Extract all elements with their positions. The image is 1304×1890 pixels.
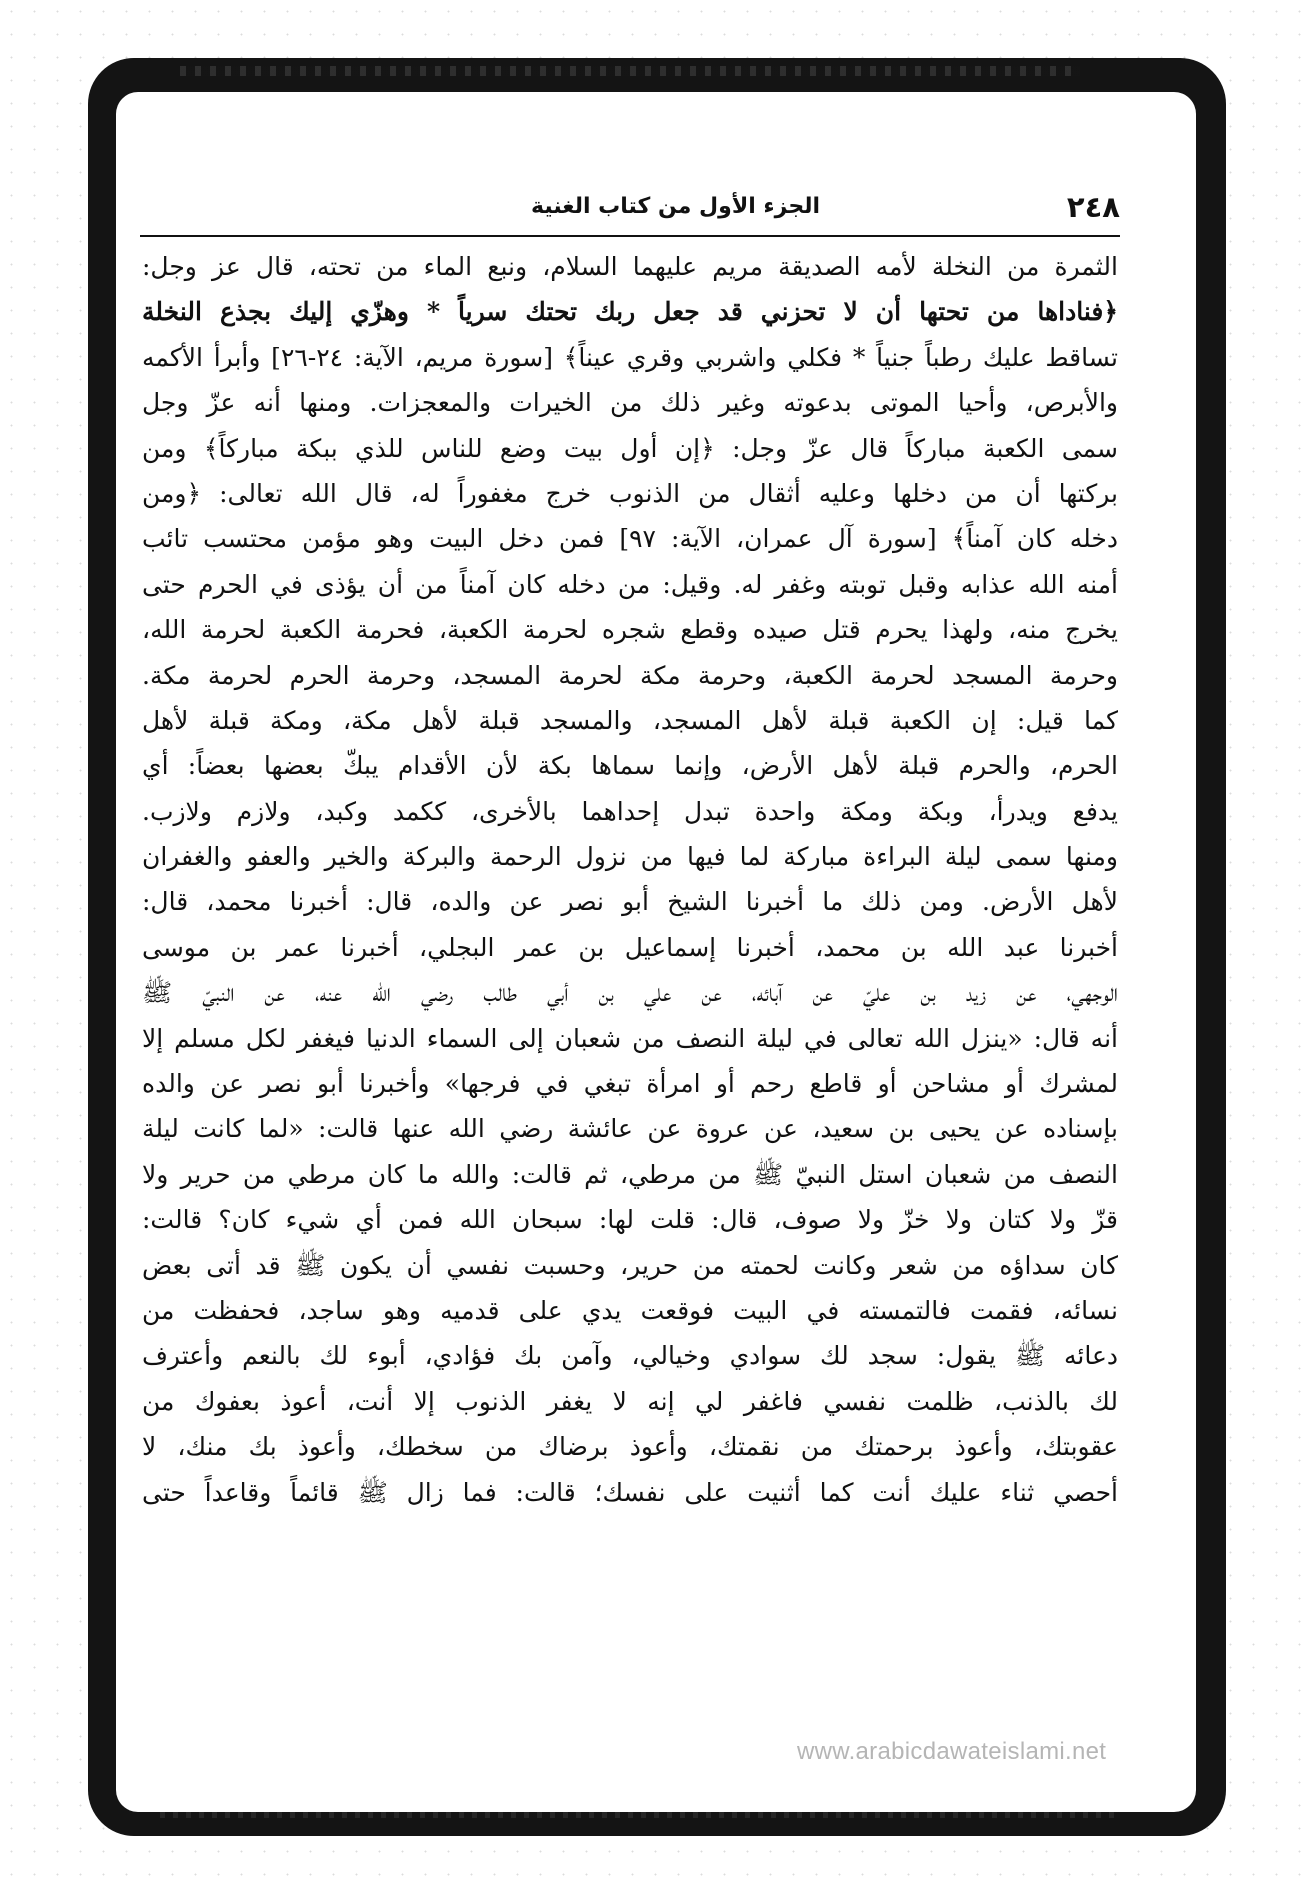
text-line: عقوبتك، وأعوذ برحمتك من نقمتك، وأعوذ برضاك من سخطك، وأعوذ بك منك، لا	[142, 1432, 1118, 1462]
text-line: أخبرنا عبد الله بن محمد، أخبرنا إسماعيل بن عمر البجلي، أخبرنا عمر بن موسى	[142, 932, 1118, 962]
text-line: كان سداؤه من شعر وكانت لحمته من حرير، وحسبت نفسي أن يكون ﷺ قد أتى بعض	[142, 1250, 1118, 1280]
frame-edge-texture-top	[180, 66, 1080, 76]
text-line: النصف من شعبان استل النبيّ ﷺ من مرطي، ثم قالت: والله ما كان مرطي من حرير ولا	[142, 1159, 1118, 1189]
text-line: الثمرة من النخلة لأمه الصديقة مريم عليهما السلام، ونبع الماء من تحته، قال عز وجل:	[142, 252, 1118, 281]
text-line: الحرم، والحرم قبلة لأهل الأرض، وإنما سماها بكة لأن الأقدام يبكّ بعضها بعضاً: أي	[142, 751, 1118, 781]
text-line: ﴿فناداها من تحتها أن لا تحزني قد جعل ربك تحتك سرياً * وهزّي إليك بجذع النخلة	[142, 297, 1118, 327]
text-line: لك بالذنب، ظلمت نفسي فاغفر لي إنه لا يغفر الذنوب إلا أنت، أعوذ بعفوك من	[142, 1386, 1118, 1416]
text-line: ومنها سمى ليلة البراءة مباركة لما فيها من نزول الرحمة والبركة والخير والعفو والغفران	[142, 842, 1118, 872]
running-title: الجزء الأول من كتاب الغنية	[531, 194, 820, 219]
header-rule	[140, 235, 1120, 237]
text-line: والأبرص، وأحيا الموتى بدعوته وغير ذلك من الخيرات والمعجزات. ومنها أنه عزّ وجل	[142, 388, 1118, 418]
text-line: يخرج منه، ولهذا يحرم قتل صيده وقطع شجره لحرمة الكعبة، فحرمة الكعبة لحرمة الله،	[142, 615, 1118, 645]
text-line: قزّ ولا كتان ولا خزّ ولا صوف، قال: قلت لها: سبحان الله فمن أي شيء كان؟ قالت:	[142, 1205, 1118, 1235]
text-line: الوجهي، عن زيد بن عليّ عن آبائه، عن علي بن أبي طالب رضي الله عنه، عن النبيّ ﷺ	[142, 978, 1118, 1008]
text-line: أنه قال: «ينزل الله تعالى في ليلة النصف من شعبان إلى السماء الدنيا فيغفر لكل مسلم إلا	[142, 1023, 1118, 1053]
text-line: تساقط عليك رطباً جنياً * فكلي واشربي وقري عيناً﴾ [سورة مريم، الآية: ٢٤-٢٦] وأبرأ الأكمه	[142, 342, 1118, 372]
text-line: نسائه، فقمت فالتمسته في البيت فوقعت يدي على قدميه وهو ساجد، فحفظت من	[142, 1295, 1118, 1325]
text-line: بإسناده عن يحيى بن سعيد، عن عروة عن عائشة رضي الله عنها قالت: «لما كانت ليلة	[142, 1114, 1118, 1144]
text-line: يدفع ويدرأ، وبكة ومكة واحدة تبدل إحداهما بالأخرى، ككمد وكبد، ولازم ولازب.	[142, 796, 1118, 826]
body-text	[142, 244, 1118, 1515]
text-line: سمى الكعبة مباركاً قال عزّ وجل: ﴿إن أول بيت وضع للناس للذي ببكة مباركاً﴾ ومن	[142, 433, 1118, 463]
text-line: لمشرك أو مشاحن أو قاطع رحم أو امرأة تبغي في فرجها» وأخبرنا أبو نصر عن والده	[142, 1069, 1118, 1099]
text-line: دخله كان آمناً﴾ [سورة آل عمران، الآية: ٩٧] فمن دخل البيت وهو مؤمن محتسب تائب	[142, 524, 1118, 554]
watermark-url: www.arabicdawateislami.net	[797, 1738, 1107, 1765]
text-line: لأهل الأرض. ومن ذلك ما أخبرنا الشيخ أبو نصر عن والده، قال: أخبرنا محمد، قال:	[142, 887, 1118, 917]
text-line: كما قيل: إن الكعبة قبلة لأهل المسجد، والمسجد قبلة لأهل مكة، ومكة قبلة لأهل	[142, 705, 1118, 735]
text-line: أمنه الله عذابه وقبل توبته وغفر له. وقيل: من دخله كان آمناً من أن يؤذى في الحرم حتى	[142, 569, 1118, 599]
text-line: بركتها أن من دخلها وعليه أثقال من الذنوب خرج مغفوراً له، قال الله تعالى: ﴿ومن	[142, 478, 1118, 508]
page-number: ٢٤٨	[1066, 190, 1120, 224]
text-line: وحرمة المسجد لحرمة الكعبة، وحرمة مكة لحرمة المسجد، وحرمة الحرم لحرمة مكة.	[142, 660, 1118, 690]
text-line: دعائه ﷺ يقول: سجد لك سوادي وخيالي، وآمن بك فؤادي، أبوء لك بالنعم وأعترف	[142, 1341, 1118, 1371]
text-line: أحصي ثناء عليك أنت كما أثنيت على نفسك؛ قالت: فما زال ﷺ قائماً وقاعداً حتى	[142, 1477, 1118, 1507]
page-header	[140, 190, 1120, 234]
